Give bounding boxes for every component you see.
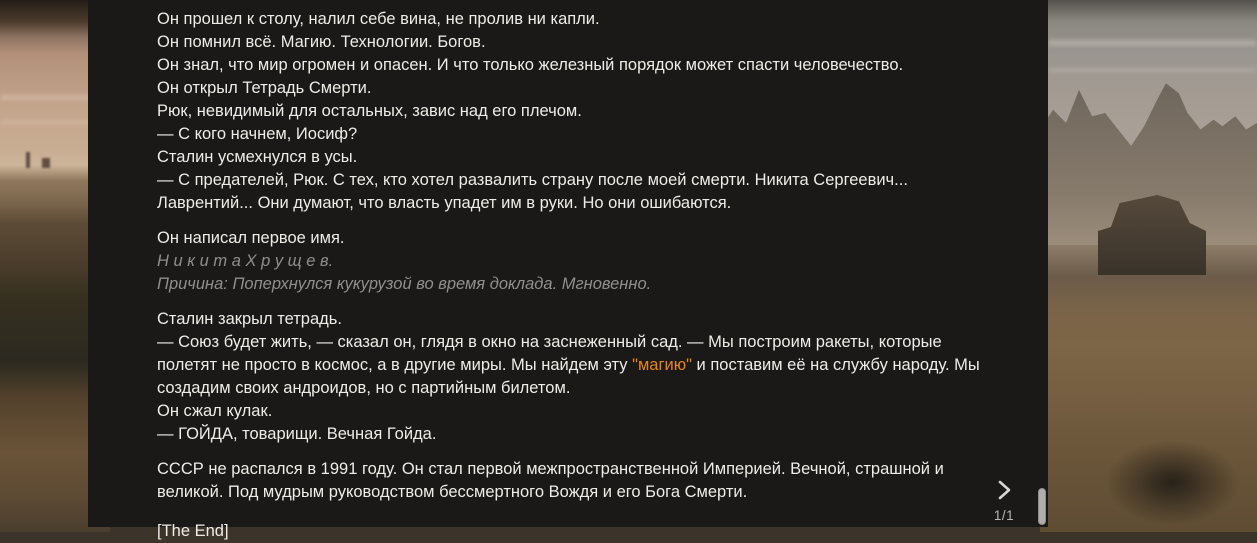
next-page-button[interactable] — [993, 477, 1015, 503]
story-line — [157, 123, 994, 146]
page-indicator: 1/1 — [993, 508, 1015, 523]
chevron-right-icon — [993, 477, 1015, 503]
story-line — [157, 100, 994, 123]
story-text-segment: [The End] — [157, 522, 229, 540]
story-text-segment: Сталин усмехнулся в усы. — [157, 148, 358, 166]
story-line — [157, 31, 994, 54]
story-text-segment: Он сжал кулак. — [157, 402, 273, 420]
scrollbar-thumb[interactable] — [1038, 488, 1046, 525]
story-text-segment: — С кого начнем, Иосиф? — [157, 125, 358, 143]
story-line — [157, 77, 994, 100]
paragraph — [157, 308, 994, 446]
paragraph — [157, 8, 994, 215]
distant-spire — [26, 152, 30, 168]
story-line — [157, 227, 994, 250]
story-line — [157, 250, 994, 273]
story-text-segment: Сталин закрыл тетрадь. — [157, 310, 342, 328]
story-text — [157, 8, 994, 543]
story-text-segment: Он написал первое имя. — [157, 229, 345, 247]
cloud-streak — [1048, 40, 1257, 46]
story-line — [157, 169, 994, 215]
paragraph — [157, 227, 994, 296]
reader-panel — [88, 0, 1048, 540]
story-text-segment: Он помнил всё. Магию. Технологии. Богов. — [157, 33, 486, 51]
story-line — [157, 331, 994, 400]
story-line — [157, 146, 994, 169]
story-line — [157, 400, 994, 423]
story-line — [157, 308, 994, 331]
cloud-streak — [1048, 68, 1257, 72]
story-text-segment: и поставим её на службу народу. Мы создадим своих андроидов, но с партийным билетом. — [157, 356, 980, 397]
story-text-segment: — Союз будет жить, — сказал он, глядя в окно на заснеженный сад. — Мы построим ракеты, которые полетят не просто в космос, а в другие миры. Мы найдем эту — [157, 333, 942, 374]
story-line — [157, 520, 994, 543]
story-text-segment: Он прошел к столу, налил себе вина, не пролив ни капли. — [157, 10, 600, 28]
story-text-segment: Он знал, что мир огромен и опасен. И что только железный порядок может спасти человечество. — [157, 56, 904, 74]
story-line — [157, 458, 994, 504]
story-line — [157, 54, 994, 77]
story-text-segment: Н и к и т а Х р у щ е в. — [157, 252, 334, 270]
story-text-segment: Он открыл Тетрадь Смерти. — [157, 79, 372, 97]
dark-bush — [1105, 440, 1240, 525]
story-line — [157, 8, 994, 31]
distant-spire — [42, 158, 50, 168]
story-text-segment: СССР не распался в 1991 году. Он стал первой межпространственной Империей. Вечной, страшной и великой. Под мудрым руководством бессмертного Вождя и его Бога Смерти. — [157, 460, 944, 501]
accent-text: "магию" — [632, 356, 692, 374]
story-text-segment: Причина: Поперхнулся кукурузой во время доклада. Мгновенно. — [157, 275, 652, 293]
story-text-segment: — С предателей, Рюк. С тех, кто хотел развалить страну после моей смерти. Никита Сергеевич... Лаврентий... Они думают, что власть упадет им в руки. Но они ошибаются. — [157, 171, 908, 212]
story-text-segment: Рюк, невидимый для остальных, завис над его плечом. — [157, 102, 582, 120]
paragraph — [157, 458, 994, 504]
story-line — [157, 273, 994, 296]
cloud-streak — [0, 95, 100, 100]
story-text-segment: — ГОЙДА, товарищи. Вечная Гойда. — [157, 425, 437, 443]
paragraph — [157, 520, 994, 543]
story-line — [157, 423, 994, 446]
cloud-streak — [0, 120, 100, 124]
pager — [984, 477, 1024, 523]
